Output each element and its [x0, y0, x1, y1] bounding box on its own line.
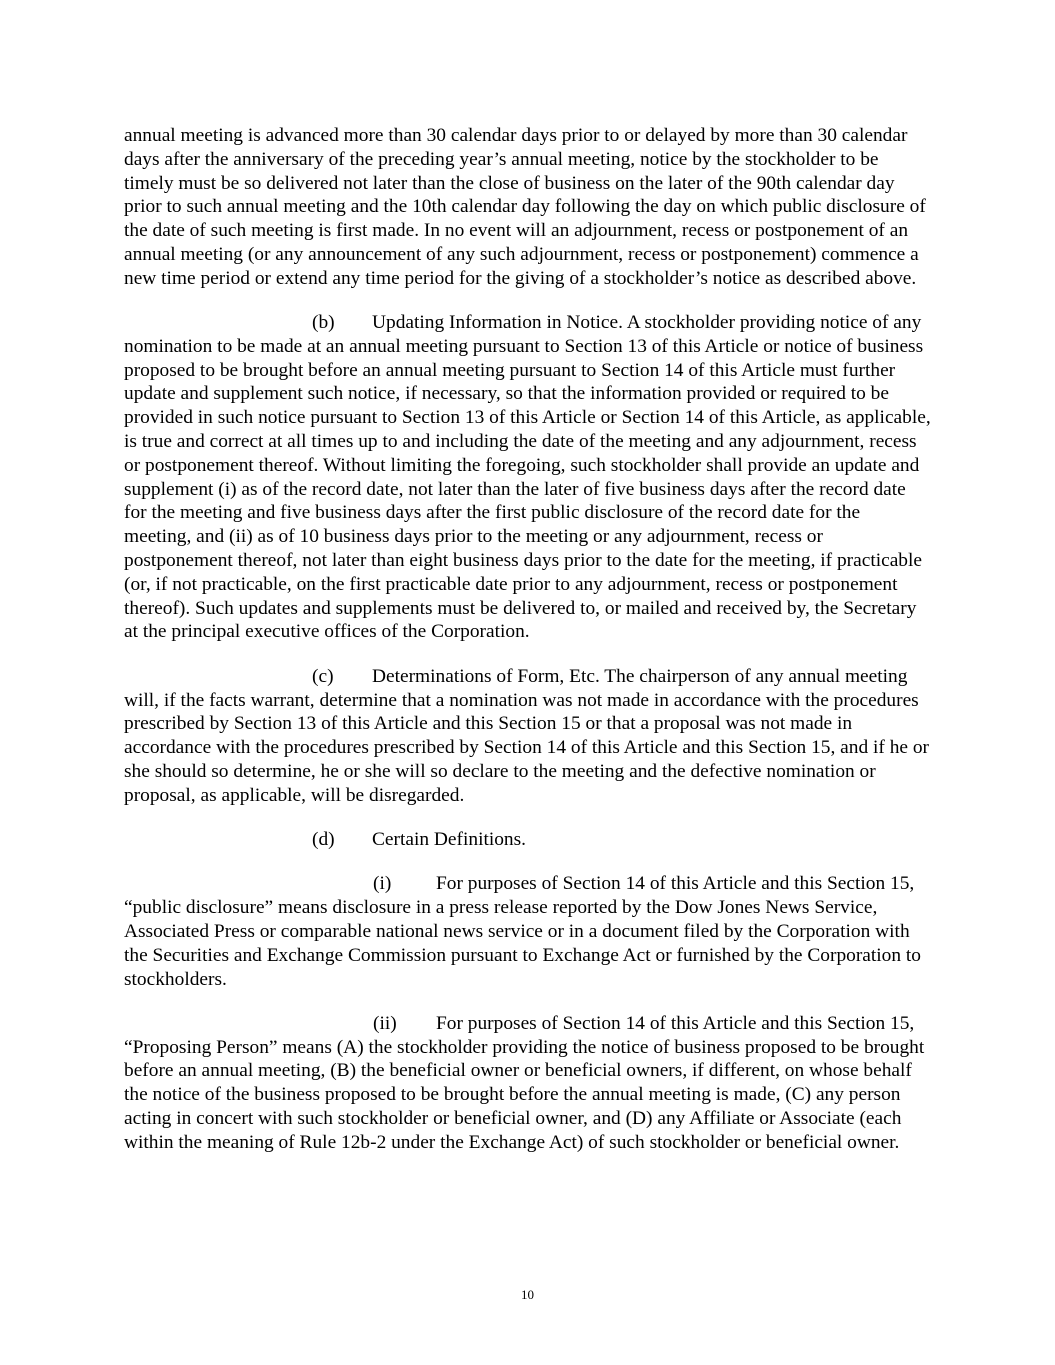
paragraph-marker: (d): [312, 829, 335, 851]
paragraph-marker: (c): [312, 665, 334, 687]
paragraph-marker: (ii): [373, 1012, 397, 1034]
document-body: [124, 124, 931, 1175]
paragraph-text: Certain Definitions.: [372, 829, 527, 851]
paragraph-marker: (i): [373, 873, 392, 895]
paragraph-text: annual meeting is advanced more than 30 calendar days prior to or delayed by more than 30 calendar days after the anniversary of the preceding year’s annual meeting, notice by the stockholder to be timely must be so delivered not later than the close of business on the later of the 90th calendar day prior to such annual meeting and the 10th calendar day following the day on which public disclosure of the date of such meeting is first made. In no event will an adjournment, recess or postponement of an annual meeting (or any announcement of any such adjournment, recess or postponement) commence a new time period or extend any time period for the giving of a stockholder’s notice as described above.: [124, 125, 926, 289]
paragraph-ii-proposing-person: [124, 1012, 931, 1155]
paragraph-marker: (b): [312, 312, 335, 334]
paragraph-text: Determinations of Form, Etc. The chairperson of any annual meeting will, if the facts warrant, determine that a nomination was not made in accordance with the procedures prescribed by Section 13 of this Article and this Section 15 or that a proposal was not made in accordance with the procedures prescribed by Section 14 of this Article and this Section 15, and if he or she should so determine, he or she will so declare to the meeting and the defective nomination or proposal, as applicable, will be disregarded.: [124, 665, 930, 806]
paragraph-continuation: [124, 124, 931, 291]
paragraph-text: For purposes of Section 14 of this Article and this Section 15, “Proposing Person” means (A) the stockholder providing the notice of business proposed to be brought before an annual meeting, (B) the beneficial owner or beneficial owners, if different, on whose behalf the notice of the business proposed to be brought before the annual meeting is made, (C) any person acting in concert with such stockholder or beneficial owner, and (D) any Affiliate or Associate (each within the meaning of Rule 12b-2 under the Exchange Act) of such stockholder or beneficial owner.: [124, 1012, 925, 1153]
paragraph-i-public-disclosure: [124, 872, 931, 991]
paragraph-text: For purposes of Section 14 of this Article and this Section 15, “public disclosure” means disclosure in a press release reported by the Dow Jones News Service, Associated Press or comparable national news service or in a document filed by the Corporation with the Securities and Exchange Commission pursuant to Exchange Act or furnished by the Corporation to stockholders.: [124, 873, 922, 990]
paragraph-text: Updating Information in Notice. A stockholder providing notice of any nomination to be made at an annual meeting pursuant to Section 13 of this Article or notice of business proposed to be brought before an annual meeting pursuant to Section 14 of this Article must further update and supplement such notice, if necessary, so that the information provided or required to be provided in such notice pursuant to Section 13 of this Article or Section 14 of this Article, as applicable, is true and correct at all times up to and including the date of the meeting and any adjournment, recess or postponement thereof. Without limiting the foregoing, such stockholder shall provide an update and supplement (i) as of the record date, not later than the later of five business days after the record date for the meeting and five business days after the first public disclosure of the record date for the meeting, and (ii) as of 10 business days prior to the meeting or any adjournment, recess or postponement thereof, not later than eight business days prior to the date for the meeting, if practicable (or, if not practicable, on the first practicable date prior to any adjournment, recess or postponement thereof). Such updates and supplements must be delivered to, or mailed and received by, the Secretary at the principal executive offices of the Corporation.: [124, 312, 931, 643]
paragraph-b-updating-information: [124, 311, 931, 644]
page-number: 10: [521, 1287, 534, 1302]
paragraph-c-determinations: [124, 665, 931, 808]
paragraph-d-certain-definitions: [124, 828, 931, 852]
